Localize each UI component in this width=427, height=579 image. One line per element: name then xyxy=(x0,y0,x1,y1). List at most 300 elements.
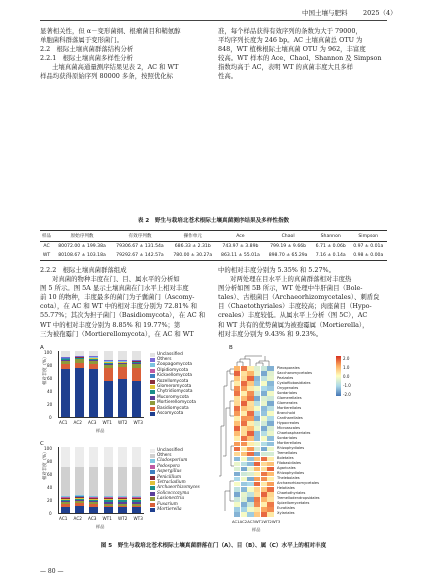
heatmap-cell xyxy=(267,462,273,467)
legend-label: Zoopagomycota xyxy=(157,362,192,368)
bar-segment xyxy=(104,362,113,363)
color-scale-labels xyxy=(343,354,351,399)
table-cell: 686.33 ± 2.31b xyxy=(174,244,211,249)
heatmap-cell xyxy=(247,366,253,371)
bar-segment xyxy=(61,497,70,498)
scale-label: 0.0 xyxy=(343,374,350,379)
bar-segment xyxy=(89,358,98,359)
dendrogram-svg xyxy=(234,353,274,367)
heatmap-cell xyxy=(261,386,267,391)
heatmap-row-label: Helotiales xyxy=(277,486,295,491)
heatmap-row-label: Sordariales xyxy=(277,435,298,440)
text-line: WT 中的相对丰度分别为 8.85% 和 19.77%；第 xyxy=(40,320,181,329)
text-line: 和 WT 共有的优势菌属为被孢霉属（Mortierella）， xyxy=(218,320,369,329)
heatmap-cell xyxy=(254,507,260,512)
legend-label: Penicillium xyxy=(157,474,182,480)
stacked-bar xyxy=(89,447,98,513)
legend-swatch xyxy=(150,401,155,405)
panel-label-c: C xyxy=(40,441,44,447)
heatmap-cell xyxy=(267,391,273,396)
heatmap-row-label: Pleosporales xyxy=(277,365,300,370)
heatmap-cell xyxy=(254,497,260,502)
x-tick-label: AC3 xyxy=(247,519,255,524)
heatmap-cell xyxy=(241,391,247,396)
heatmap-row-label: Rhizophydiales xyxy=(277,446,305,451)
heatmap-cell xyxy=(254,467,260,472)
heatmap-cell xyxy=(254,462,260,467)
y-tick-label: 60 xyxy=(47,472,53,477)
legend-label: Kickxellomycota xyxy=(157,373,192,379)
bar-segment xyxy=(132,502,141,504)
scale-label: 2.0 xyxy=(343,356,350,361)
text-line: tales）、古根菌目（Archaeorhizomycetales）、刺盾炱 xyxy=(218,293,380,302)
y-tick-label: 0 xyxy=(49,415,52,420)
legend-label: Cladosporium xyxy=(157,458,188,464)
heatmap-cell xyxy=(261,502,267,507)
stacked-bar xyxy=(104,351,113,417)
x-tick-label: WT3 xyxy=(271,519,281,524)
bar-segment xyxy=(61,364,70,370)
bar-segment xyxy=(61,497,70,498)
bar-segment xyxy=(75,495,84,496)
bar-segment xyxy=(75,368,84,417)
heatmap-row-label: Cantharellales xyxy=(277,415,303,420)
bar-segment xyxy=(132,361,141,362)
heatmap-cell xyxy=(261,487,267,492)
heatmap-row-label: Mortierellales xyxy=(277,405,302,410)
bar-segment xyxy=(61,351,70,357)
y-tick-label: 40 xyxy=(47,389,53,394)
heatmap-cell xyxy=(234,477,240,482)
bar-segment xyxy=(132,447,141,467)
row-dendrogram xyxy=(218,366,234,518)
heatmap-cell xyxy=(247,426,253,431)
heatmap-cell xyxy=(241,406,247,411)
heatmap-x-title: 样品 xyxy=(252,527,261,532)
heatmap-cell xyxy=(254,512,260,517)
heatmap-cell xyxy=(261,391,267,396)
bar-segment xyxy=(118,467,127,496)
heatmap-cell xyxy=(241,452,247,457)
table-cell: 80072.00 ± 199.38a xyxy=(58,244,106,249)
bar-segment xyxy=(104,504,113,505)
heatmap-cell xyxy=(267,467,273,472)
x-tick-label: AC1 xyxy=(59,420,68,425)
legend-swatch xyxy=(150,449,155,453)
heatmap-cell xyxy=(234,386,240,391)
heatmap-cell xyxy=(261,482,267,487)
bar-segment xyxy=(104,506,113,507)
heatmap-cell xyxy=(247,457,253,462)
legend-swatch xyxy=(150,497,155,501)
bar-segment xyxy=(89,504,98,507)
bar-segment xyxy=(61,447,70,467)
bar-segment xyxy=(118,351,127,360)
journal-name: 中国土壤与肥料 xyxy=(302,9,348,17)
heatmap-cell xyxy=(234,436,240,441)
bar-segment xyxy=(132,497,141,498)
bar-segment xyxy=(89,358,98,359)
heatmap-row-label: Spizellomycetales xyxy=(277,501,310,506)
bar-segment xyxy=(75,358,84,359)
heatmap-row-label: Branchold xyxy=(277,410,296,415)
heatmap-row-label: Filobasidiales xyxy=(277,461,301,466)
bar-segment xyxy=(118,497,127,498)
table-cell: 6.71 ± 0.06b xyxy=(315,244,346,249)
heatmap-cell xyxy=(247,502,253,507)
heatmap-cell xyxy=(261,406,267,411)
legend-c xyxy=(150,448,212,514)
x-tick-label: AC3 xyxy=(88,420,97,425)
bar-segment xyxy=(75,498,84,499)
heatmap-cell xyxy=(247,462,253,467)
heatmap-row-label: Saccharomycetales xyxy=(277,370,313,375)
legend-label: Archaeorhizomyces xyxy=(157,485,200,491)
heatmap-cell xyxy=(254,381,260,386)
heatmap-cell xyxy=(267,487,273,492)
legend-swatch xyxy=(150,412,155,416)
heatmap-cell xyxy=(254,426,260,431)
text-line: 图 5 所示。图 5A 显示土壤真菌在门水平上相对丰度 xyxy=(40,284,189,293)
legend-label: Mucoromycota xyxy=(157,394,189,400)
bar-segment xyxy=(132,499,141,500)
table-caption: 表 2 野生与栽培北苍术根际土壤真菌测序结果及多样性指数 xyxy=(137,218,290,224)
diversity-table xyxy=(40,230,387,261)
heatmap-cell xyxy=(254,396,260,401)
legend-label: Fusarium xyxy=(157,501,178,507)
text-line: creales）丰度较低。从属水平上分析（图 5C），AC xyxy=(218,311,368,320)
bar-segment xyxy=(104,368,113,381)
legend-swatch xyxy=(150,369,155,373)
heatmap-row-labels xyxy=(277,366,337,517)
heatmap-cell xyxy=(234,502,240,507)
bar-segment xyxy=(75,358,84,359)
heatmap-cell xyxy=(241,396,247,401)
heatmap-cell xyxy=(247,472,253,477)
heatmap-cell xyxy=(261,371,267,376)
bar-segment xyxy=(89,499,98,500)
y-tick-label: 0 xyxy=(49,511,52,516)
bar-segment xyxy=(61,358,70,359)
heatmap-cell xyxy=(261,467,267,472)
heatmap-cell xyxy=(241,436,247,441)
bar-segment xyxy=(61,499,70,500)
legend-swatch xyxy=(150,481,155,485)
header-rule xyxy=(40,20,387,21)
x-tick-label: WT2 xyxy=(263,519,272,524)
x-axis-line xyxy=(58,513,144,514)
text-line: 848，WT 植株根际土壤真菌 OTU 为 962，丰富度 xyxy=(218,45,366,54)
heatmap-row-label: Archaeorhizomycetales xyxy=(277,481,320,486)
heatmap-cell xyxy=(267,426,273,431)
legend-swatch xyxy=(150,508,155,512)
bar-segment xyxy=(118,496,127,497)
bar-segment xyxy=(104,507,113,513)
heatmap-row-label: Agaricales xyxy=(277,466,296,471)
stacked-bar xyxy=(104,447,113,513)
bar-segment xyxy=(61,504,70,507)
heatmap-cell xyxy=(247,447,253,452)
stacked-bar xyxy=(75,351,84,417)
bar-segment xyxy=(61,500,70,501)
legend-swatch xyxy=(150,358,155,362)
stacked-bar xyxy=(61,447,70,513)
table-header: Shannon xyxy=(312,231,350,242)
heatmap-cell xyxy=(261,507,267,512)
bar-segment xyxy=(89,501,98,502)
panel-label-a: A xyxy=(40,345,44,351)
heatmap-cell xyxy=(247,391,253,396)
column-dendrogram xyxy=(234,352,274,366)
table-row xyxy=(40,251,387,261)
heatmap-cell xyxy=(254,472,260,477)
heatmap-cell xyxy=(254,436,260,441)
x-tick-label: WT2 xyxy=(118,420,128,425)
bar-segment xyxy=(75,503,84,506)
table-header: 原始序列数 xyxy=(53,231,111,242)
text-line: 前 10 的物种，丰度最多的菌门为子囊菌门（Ascomy- xyxy=(40,293,195,302)
table-header: Ace xyxy=(217,231,265,242)
heatmap-cell xyxy=(247,406,253,411)
heatmap-cell xyxy=(254,366,260,371)
bar-segment xyxy=(75,467,84,495)
legend-label: Glomeromycota xyxy=(157,383,192,389)
bar-segment xyxy=(118,498,127,499)
bar-segment xyxy=(61,359,70,360)
heatmap-cell xyxy=(261,411,267,416)
heatmap-cell xyxy=(234,457,240,462)
table-header: 有效序列数 xyxy=(111,231,169,242)
bar-segment xyxy=(75,447,84,467)
table-header: 操作单元 xyxy=(169,231,217,242)
y-tick-label: 20 xyxy=(47,498,53,503)
heatmap-cell xyxy=(267,396,273,401)
heatmap-cell xyxy=(241,386,247,391)
bar-segment xyxy=(89,467,98,496)
legend-label: Unclassified xyxy=(157,351,183,357)
legend-swatch xyxy=(150,407,155,411)
x-tick-label: AC2 xyxy=(73,420,82,425)
bar-segment xyxy=(89,500,98,501)
heatmap-cell xyxy=(241,401,247,406)
y-tick-label: 100 xyxy=(44,446,52,451)
scale-label: -1.0 xyxy=(343,383,351,388)
y-axis-title-a: 相对丰度（%） xyxy=(43,354,48,385)
journal-issue: 2025（4） xyxy=(363,9,397,17)
bar-segment xyxy=(118,506,127,507)
bar-segment xyxy=(61,501,70,502)
heatmap-cell xyxy=(247,467,253,472)
bar-segment xyxy=(104,496,113,497)
heatmap-cell xyxy=(267,431,273,436)
y-tick-label: 80 xyxy=(47,363,53,368)
bar-segment xyxy=(118,502,127,503)
text-line: 图分析如图 5B 所示，WT 处理中牛肝菌目（Bole- xyxy=(218,284,363,293)
legend-label: Mortierella xyxy=(157,506,182,512)
heatmap-row-label: Mortierellales xyxy=(277,441,302,445)
heatmap-cell xyxy=(267,507,273,512)
bar-segment xyxy=(132,507,141,513)
dendrogram-svg xyxy=(218,366,234,518)
legend-label: Others xyxy=(157,356,172,362)
right-column-mid xyxy=(218,266,387,339)
heatmap-cell xyxy=(241,477,247,482)
bar-segment xyxy=(104,364,113,367)
table-header: 样品 xyxy=(40,231,53,242)
heatmap-cell xyxy=(267,401,273,406)
bar-segment xyxy=(132,500,141,503)
right-column-top xyxy=(218,27,387,82)
bar-segment xyxy=(89,369,98,417)
heatmap-row-label: Glomerellales xyxy=(277,395,302,400)
bar-segment xyxy=(61,467,70,496)
x-tick-label: WT3 xyxy=(133,420,143,425)
heatmap-cell xyxy=(254,416,260,421)
legend-a xyxy=(150,352,212,418)
legend-swatch xyxy=(150,380,155,384)
heatmap-cell xyxy=(261,512,267,517)
bar-segment xyxy=(89,360,98,363)
table-row xyxy=(40,242,387,252)
order-heatmap xyxy=(234,366,274,517)
y-tick-label: 40 xyxy=(47,485,53,490)
bar-segment xyxy=(132,363,141,364)
heatmap-cell xyxy=(267,477,273,482)
heatmap-cell xyxy=(267,442,273,447)
heatmap-cell xyxy=(261,457,267,462)
legend-label: Solicoccozyma xyxy=(157,490,190,496)
heatmap-cell xyxy=(241,492,247,497)
heatmap-row-label: Pezizales xyxy=(277,375,294,380)
bar-segment xyxy=(61,496,70,497)
heatmap-cell xyxy=(241,502,247,507)
legend-label: Others xyxy=(157,452,172,458)
heatmap-cell xyxy=(261,376,267,381)
bar-segment xyxy=(89,497,98,498)
legend-swatch xyxy=(150,390,155,394)
bar-segment xyxy=(118,362,127,363)
legend-swatch xyxy=(150,363,155,367)
stacked-bar xyxy=(75,447,84,513)
x-tick-label: WT1 xyxy=(254,519,264,524)
heatmap-cell xyxy=(234,467,240,472)
bar-segment xyxy=(104,499,113,500)
heatmap-row-label: Tremellales xyxy=(277,451,298,456)
panel-label-b: B xyxy=(229,345,233,351)
heatmap-row-label: Microascales xyxy=(277,425,301,430)
legend-label: Lasionectria xyxy=(157,496,185,502)
heatmap-cell xyxy=(241,507,247,512)
x-tick-label: AC1 xyxy=(232,519,240,524)
bar-segment xyxy=(89,502,98,504)
bar-segment xyxy=(118,507,127,513)
heatmap-cell xyxy=(234,426,240,431)
heatmap-row-label: Onygenales xyxy=(277,385,299,390)
bar-segment xyxy=(75,495,84,496)
legend-swatch xyxy=(150,492,155,496)
heatmap-cell xyxy=(261,442,267,447)
bar-segment xyxy=(75,501,84,503)
x-axis-title: 样品 xyxy=(96,428,105,433)
heatmap-cell xyxy=(247,386,253,391)
legend-label: Rozellomycota xyxy=(157,378,189,384)
y-tick-label: 20 xyxy=(47,402,53,407)
bar-segment xyxy=(104,362,113,363)
bar-segment xyxy=(89,364,98,370)
legend-swatch xyxy=(150,374,155,378)
legend-swatch xyxy=(150,396,155,400)
heatmap-cell xyxy=(267,482,273,487)
text-line: 中的相对丰度分别为 5.35% 和 5.27%。 xyxy=(218,266,335,274)
heatmap-cell xyxy=(261,431,267,436)
heatmap-cell xyxy=(261,447,267,452)
heatmap-cell xyxy=(234,442,240,447)
bar-segment xyxy=(104,447,113,467)
legend-swatch xyxy=(150,470,155,474)
heatmap-row-label: Cystofilobasidiales xyxy=(277,380,311,385)
bar-segment xyxy=(104,351,113,360)
heatmap-cell xyxy=(267,366,273,371)
bar-segment xyxy=(104,498,113,499)
bar-segment xyxy=(104,500,113,503)
heatmap-cell xyxy=(247,487,253,492)
bar-segment xyxy=(104,467,113,496)
bar-segment xyxy=(132,362,141,363)
heatmap-cell xyxy=(241,411,247,416)
bar-segment xyxy=(75,497,84,498)
subsection-heading: 2.2.2 根际土壤真菌群落组成 xyxy=(40,266,127,274)
heatmap-cell xyxy=(267,406,273,411)
legend-label: Chytridiomycota xyxy=(157,389,193,395)
x-tick-label: AC1 xyxy=(59,516,68,521)
table-header: Chaol xyxy=(264,231,312,242)
heatmap-cell xyxy=(261,421,267,426)
x-tick-label: WT1 xyxy=(102,516,112,521)
heatmap-row-label: Tremellodendropsidales xyxy=(277,496,320,501)
bar-segment xyxy=(118,363,127,364)
table-cell: 79306.67 ± 131.54a xyxy=(116,244,164,249)
heatmap-row-label: Glomerales xyxy=(277,400,298,405)
text-line: 准，每个样品获得有效序列的条数为大于 79000， xyxy=(218,27,362,35)
bar-segment xyxy=(132,497,141,498)
heatmap-cell xyxy=(234,507,240,512)
bar-segment xyxy=(118,447,127,467)
heatmap-cell xyxy=(267,457,273,462)
bar-segment xyxy=(104,502,113,504)
page-number: — 80 — xyxy=(40,568,64,575)
heatmap-cell xyxy=(261,416,267,421)
heatmap-cell xyxy=(267,411,273,416)
heatmap-row-label: Rhizophydiales xyxy=(277,471,305,476)
heatmap-cell xyxy=(247,497,253,502)
heatmap-row-label: Thelebolales xyxy=(277,476,300,481)
text-line: 样品均获得原始序列 80000 多条，按照优化标 xyxy=(40,72,174,81)
text-line: cota），在 AC 和 WT 中的相对丰度分别为 72.81% 和 xyxy=(40,302,197,311)
heatmap-cell xyxy=(234,472,240,477)
bar-segment xyxy=(104,497,113,498)
heatmap-cell xyxy=(234,497,240,502)
table-cell: 0.98 ± 0.00a xyxy=(350,251,388,261)
heatmap-cell xyxy=(254,442,260,447)
legend-swatch xyxy=(150,353,155,357)
bars-c xyxy=(58,447,144,513)
text-line: 三为被孢霉门（Mortierellomycota），在 AC 和 WT xyxy=(40,329,194,338)
heatmap-cell xyxy=(241,457,247,462)
heatmap-cell xyxy=(261,396,267,401)
text-line: 平均序列长度为 246 bp。AC 土壤真菌总 OTU 为 xyxy=(218,36,363,45)
heatmap-cell xyxy=(247,381,253,386)
heatmap-cell xyxy=(261,452,267,457)
